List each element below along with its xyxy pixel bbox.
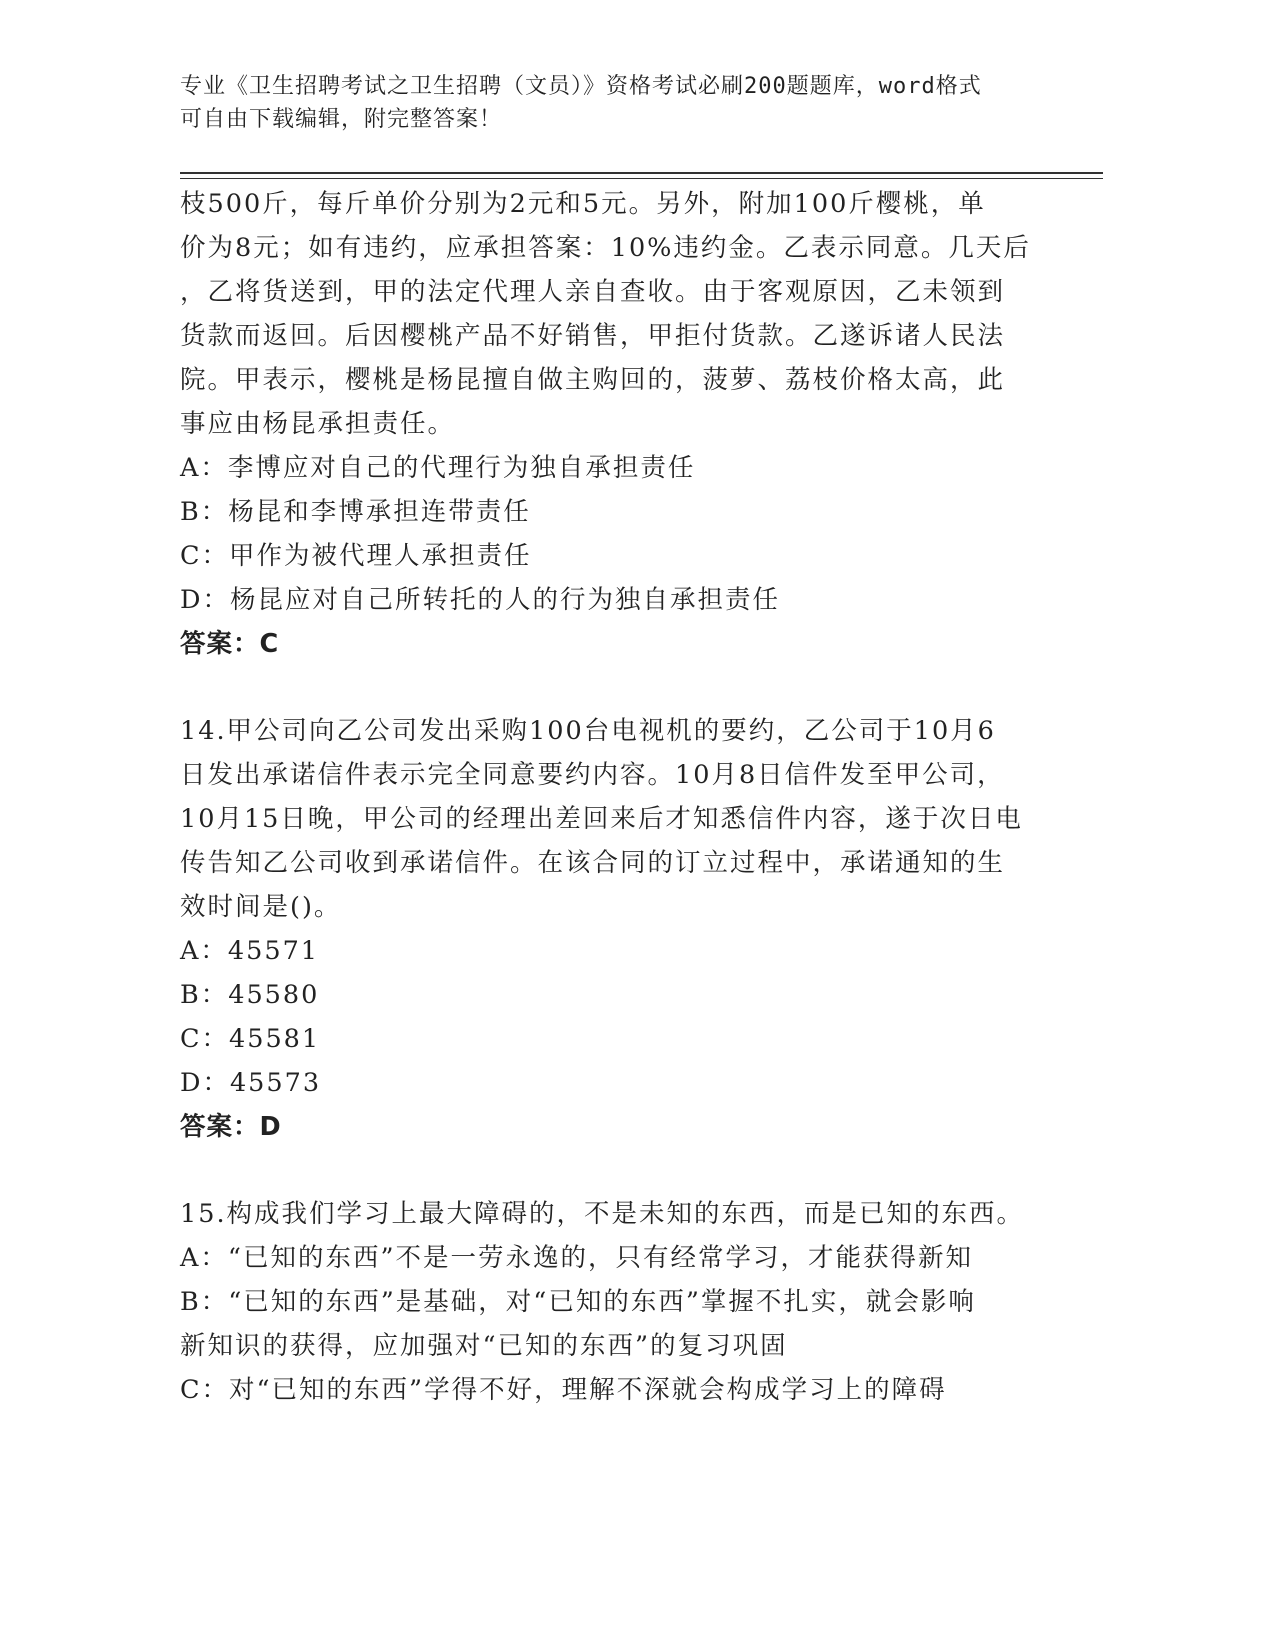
question-14-option-d: D：45573 [180, 1068, 322, 1098]
question-13-option-d: D：杨昆应对自己所转托的人的行为独自承担责任 [180, 585, 780, 615]
question-14-stem-line: 效时间是()。 [180, 892, 342, 922]
header-line-2: 可自由下载编辑，附完整答案！ [180, 107, 503, 132]
question-15-stem-line: 15.构成我们学习上最大障碍的，不是未知的东西，而是已知的东西。 [180, 1199, 1025, 1229]
question-14-stem-line: 传告知乙公司收到承诺信件。在该合同的订立过程中，承诺通知的生 [180, 848, 1006, 878]
question-14-option-a: A：45571 [180, 936, 320, 966]
question-15 [180, 1192, 1080, 1412]
question-15-option-b-continued: 新知识的获得，应加强对“已知的东西”的复习巩固 [180, 1331, 788, 1361]
question-13-option-a: A：李博应对自己的代理行为独自承担责任 [180, 453, 696, 483]
question-13-stem-line: 价为8元；如有违约，应承担答案：10%违约金。乙表示同意。几天后 [180, 233, 1031, 263]
header-divider-thin [180, 178, 1103, 179]
header-divider-thick [180, 172, 1103, 174]
question-13-stem-line: 院。甲表示，樱桃是杨昆擅自做主购回的，菠萝、荔枝价格太高，此 [180, 365, 1006, 395]
question-13-option-b: B：杨昆和李博承担连带责任 [180, 497, 531, 527]
question-14-stem-line: 10月15日晚，甲公司的经理出差回来后才知悉信件内容，遂于次日电 [180, 804, 1023, 834]
question-14-option-c: C：45581 [180, 1024, 321, 1054]
question-15-option-b: B：“已知的东西”是基础，对“已知的东西”掌握不扎实，就会影响 [180, 1287, 976, 1317]
document-body [180, 182, 1080, 1412]
header-line-1: 专业《卫生招聘考试之卫生招聘（文员）》资格考试必刷200题题库，word格式 [180, 74, 982, 99]
question-13-stem-line: 货款而返回。后因樱桃产品不好销售，甲拒付货款。乙遂诉诸人民法 [180, 321, 1006, 351]
question-14-answer: 答案：D [180, 1112, 282, 1142]
question-14 [180, 709, 1080, 1149]
question-13-stem-line: 枝500斤，每斤单价分别为2元和5元。另外，附加100斤樱桃，单 [180, 189, 986, 219]
question-14-stem-line: 14.甲公司向乙公司发出采购100台电视机的要约，乙公司于10月6 [180, 716, 996, 746]
question-spacer [180, 1149, 1080, 1192]
document-header [180, 70, 1040, 136]
question-15-option-a: A：“已知的东西”不是一劳永逸的，只有经常学习，才能获得新知 [180, 1243, 973, 1273]
question-14-stem-line: 日发出承诺信件表示完全同意要约内容。10月8日信件发至甲公司， [180, 760, 1005, 790]
question-spacer [180, 666, 1080, 709]
question-13-option-c: C：甲作为被代理人承担责任 [180, 541, 532, 571]
question-13-stem-line: ，乙将货送到，甲的法定代理人亲自查收。由于客观原因，乙未领到 [180, 277, 1006, 307]
question-13-answer: 答案：C [180, 629, 280, 659]
question-13-stem-line: 事应由杨昆承担责任。 [180, 409, 456, 439]
question-14-option-b: B：45580 [180, 980, 320, 1010]
question-13 [180, 182, 1080, 666]
question-15-option-c: C：对“已知的东西”学得不好，理解不深就会构成学习上的障碍 [180, 1375, 947, 1405]
